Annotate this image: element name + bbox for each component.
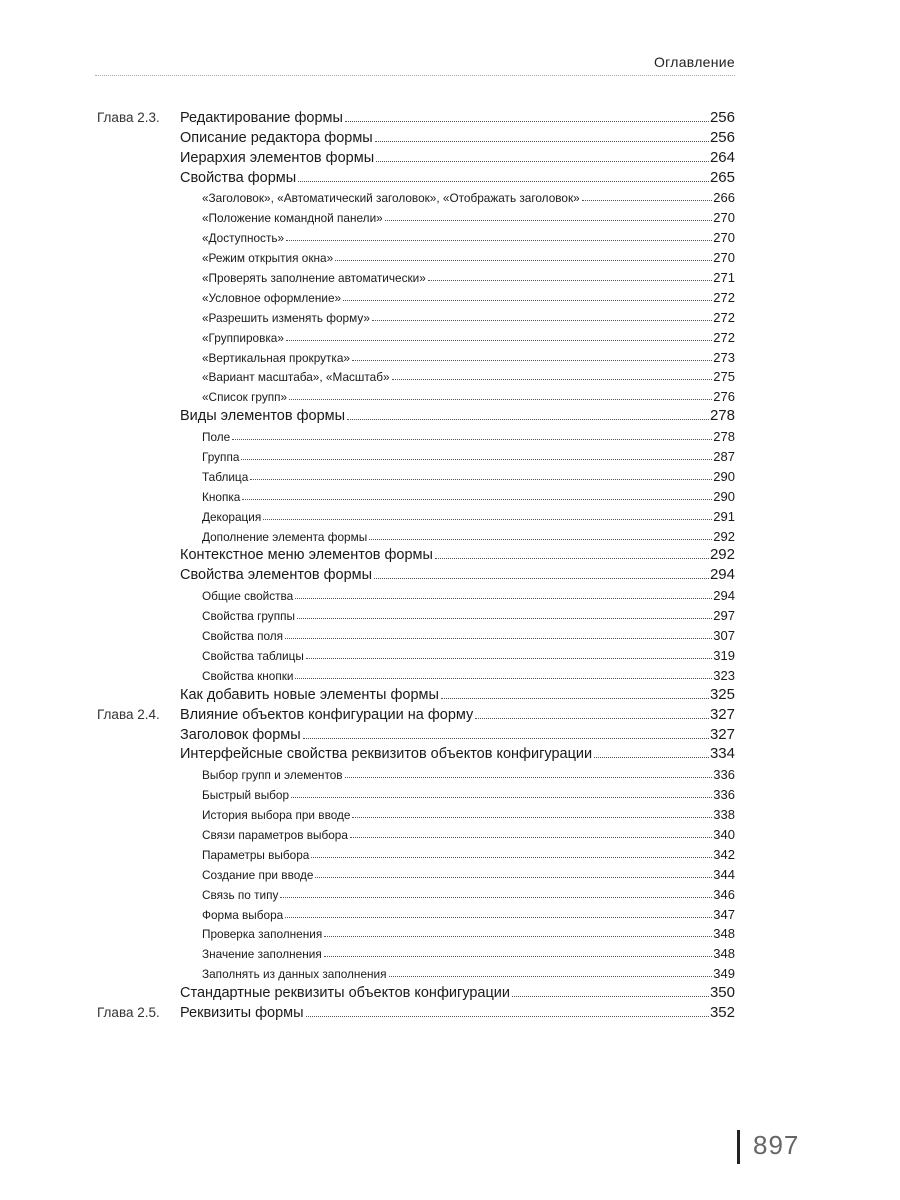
toc-entry-line xyxy=(180,149,735,166)
dot-leader xyxy=(295,598,712,599)
toc-subsection-entry xyxy=(97,345,735,365)
toc-subsection-entry xyxy=(97,265,735,285)
entry-title: «Список групп» xyxy=(202,390,288,405)
toc-section-entry xyxy=(97,166,735,186)
entry-page-number: 270 xyxy=(713,210,735,226)
toc-entry-line xyxy=(202,489,735,504)
dot-leader xyxy=(286,240,712,241)
entry-page-number: 272 xyxy=(713,309,735,325)
entry-page-number: 287 xyxy=(713,449,735,465)
entry-page-number: 347 xyxy=(713,906,735,922)
entry-page-number: 297 xyxy=(713,608,735,624)
dot-leader xyxy=(347,419,709,420)
dot-leader xyxy=(250,479,712,480)
toc-entry-line xyxy=(202,429,735,444)
entry-title: Свойства кнопки xyxy=(202,668,294,683)
dot-leader xyxy=(295,678,712,679)
toc-section-entry xyxy=(97,563,735,583)
toc-entry-line xyxy=(202,628,735,643)
entry-title: Иерархия элементов формы xyxy=(180,149,375,166)
toc-subsection-entry xyxy=(97,325,735,345)
toc-entry-line xyxy=(180,706,735,723)
folio-bar xyxy=(737,1130,740,1164)
entry-title: «Вертикальная прокрутка» xyxy=(202,350,350,365)
entry-title: Значение заполнения xyxy=(202,947,322,962)
dot-leader xyxy=(374,578,709,579)
entry-page-number: 342 xyxy=(713,846,735,862)
dot-leader xyxy=(352,817,712,818)
entry-title: Общие свойства xyxy=(202,589,294,604)
entry-page-number: 272 xyxy=(713,329,735,345)
entry-page-number: 344 xyxy=(713,866,735,882)
toc-section-entry xyxy=(97,743,735,763)
toc-entry-line xyxy=(180,546,735,563)
dot-leader xyxy=(232,439,712,440)
toc-subsection-entry xyxy=(97,464,735,484)
entry-title: «Положение командной панели» xyxy=(202,211,383,226)
toc-entry-line xyxy=(180,745,735,762)
dot-leader xyxy=(297,618,712,619)
toc-entry-line xyxy=(202,529,735,544)
chapter-label: Глава 2.5. xyxy=(97,1004,160,1020)
table-of-contents xyxy=(97,106,735,1021)
dot-leader xyxy=(375,141,709,142)
toc-section-entry xyxy=(97,126,735,146)
toc-entry-line xyxy=(202,767,735,782)
toc-subsection-entry xyxy=(97,384,735,404)
dot-leader xyxy=(324,956,713,957)
dot-leader xyxy=(298,181,709,182)
entry-page-number: 307 xyxy=(713,628,735,644)
entry-title: Группа xyxy=(202,450,240,465)
toc-subsection-entry xyxy=(97,842,735,862)
toc-section-entry xyxy=(97,723,735,743)
dot-leader xyxy=(263,519,712,520)
entry-page-number: 271 xyxy=(713,270,735,286)
entry-page-number: 278 xyxy=(713,429,735,445)
toc-subsection-entry xyxy=(97,941,735,961)
toc-subsection-entry xyxy=(97,623,735,643)
entry-page-number: 325 xyxy=(709,685,735,703)
toc-subsection-entry xyxy=(97,504,735,524)
toc-entry-line xyxy=(202,270,735,285)
dot-leader xyxy=(315,877,712,878)
toc-entry-line xyxy=(180,169,735,186)
entry-page-number: 336 xyxy=(713,787,735,803)
toc-subsection-entry xyxy=(97,205,735,225)
dot-leader xyxy=(242,499,712,500)
entry-page-number: 327 xyxy=(709,705,735,723)
toc-entry-line xyxy=(202,907,735,922)
toc-subsection-entry xyxy=(97,782,735,802)
toc-subsection-entry xyxy=(97,663,735,683)
toc-entry-line xyxy=(202,469,735,484)
toc-subsection-entry xyxy=(97,583,735,603)
toc-entry-line xyxy=(180,407,735,424)
toc-subsection-entry xyxy=(97,882,735,902)
entry-page-number: 272 xyxy=(713,289,735,305)
entry-title: Выбор групп и элементов xyxy=(202,768,343,783)
entry-title: Дополнение элемента формы xyxy=(202,529,368,544)
toc-section-entry xyxy=(97,106,735,126)
entry-page-number: 290 xyxy=(713,488,735,504)
toc-subsection-entry xyxy=(97,225,735,245)
dot-leader xyxy=(285,917,712,918)
entry-title: Декорация xyxy=(202,509,262,524)
dot-leader xyxy=(306,658,712,659)
dot-leader xyxy=(343,300,712,301)
toc-subsection-entry xyxy=(97,603,735,623)
toc-entry-line xyxy=(202,330,735,345)
toc-subsection-entry xyxy=(97,444,735,464)
toc-entry-line xyxy=(202,847,735,862)
dot-leader xyxy=(345,777,713,778)
dot-leader xyxy=(385,220,713,221)
toc-section-entry xyxy=(97,1001,735,1021)
entry-title: Контекстное меню элементов формы xyxy=(180,547,433,564)
entry-page-number: 266 xyxy=(713,190,735,206)
dot-leader xyxy=(582,200,713,201)
entry-title: «Вариант масштаба», «Масштаб» xyxy=(202,370,390,385)
toc-entry-line xyxy=(202,867,735,882)
dot-leader xyxy=(311,857,712,858)
entry-page-number: 349 xyxy=(713,966,735,982)
entry-title: Параметры выбора xyxy=(202,847,310,862)
toc-subsection-entry xyxy=(97,484,735,504)
toc-entry-line xyxy=(202,926,735,941)
entry-title: Заголовок формы xyxy=(180,726,301,743)
toc-subsection-entry xyxy=(97,862,735,882)
dot-leader xyxy=(280,897,712,898)
toc-entry-line xyxy=(202,509,735,524)
entry-title: «Разрешить изменять форму» xyxy=(202,310,370,325)
toc-entry-line xyxy=(202,210,735,225)
toc-entry-line xyxy=(202,310,735,325)
entry-page-number: 327 xyxy=(709,725,735,743)
entry-title: Виды элементов формы xyxy=(180,408,346,425)
dot-leader xyxy=(345,121,709,122)
entry-title: Кнопка xyxy=(202,489,241,504)
toc-section-entry xyxy=(97,683,735,703)
toc-subsection-entry xyxy=(97,802,735,822)
entry-title: «Доступность» xyxy=(202,231,285,246)
toc-entry-line xyxy=(202,588,735,603)
entry-page-number: 290 xyxy=(713,468,735,484)
chapter-label: Глава 2.4. xyxy=(97,706,160,722)
toc-section-entry xyxy=(97,544,735,564)
dot-leader xyxy=(441,698,709,699)
toc-subsection-entry xyxy=(97,524,735,544)
entry-title: Интерфейсные свойства реквизитов объектов конфигурации xyxy=(180,746,593,763)
toc-subsection-entry xyxy=(97,922,735,942)
toc-entry-line xyxy=(202,230,735,245)
dot-leader xyxy=(303,738,709,739)
toc-entry-line xyxy=(202,668,735,683)
entry-page-number: 348 xyxy=(713,946,735,962)
entry-title: Влияние объектов конфигурации на форму xyxy=(180,706,474,723)
toc-entry-line xyxy=(180,566,735,583)
entry-page-number: 256 xyxy=(709,108,735,126)
dot-leader xyxy=(369,539,712,540)
entry-title: Реквизиты формы xyxy=(180,1004,304,1021)
dot-leader xyxy=(389,976,713,977)
toc-entry-line xyxy=(180,109,735,126)
entry-page-number: 336 xyxy=(713,767,735,783)
entry-page-number: 346 xyxy=(713,886,735,902)
toc-subsection-entry xyxy=(97,822,735,842)
entry-page-number: 292 xyxy=(709,546,735,564)
dot-leader xyxy=(289,399,712,400)
entry-title: Как добавить новые элементы формы xyxy=(180,686,439,703)
entry-page-number: 294 xyxy=(709,566,735,584)
entry-title: «Заголовок», «Автоматический заголовок», «Отображать заголовок» xyxy=(202,191,580,206)
entry-title: «Режим открытия окна» xyxy=(202,251,334,266)
dot-leader xyxy=(335,260,712,261)
toc-entry-line xyxy=(202,350,735,365)
toc-entry-line xyxy=(202,449,735,464)
entry-title: Редактирование формы xyxy=(180,109,343,126)
toc-entry-line xyxy=(202,369,735,384)
entry-page-number: 278 xyxy=(709,407,735,425)
entry-page-number: 265 xyxy=(709,168,735,186)
toc-subsection-entry xyxy=(97,762,735,782)
toc-entry-line xyxy=(202,787,735,802)
dot-leader xyxy=(324,936,712,937)
toc-section-entry xyxy=(97,703,735,723)
toc-entry-line xyxy=(180,686,735,703)
entry-title: «Группировка» xyxy=(202,330,284,345)
dot-leader xyxy=(291,797,712,798)
entry-page-number: 319 xyxy=(713,647,735,663)
entry-page-number: 334 xyxy=(709,745,735,763)
toc-entry-line xyxy=(202,290,735,305)
toc-subsection-entry xyxy=(97,186,735,206)
entry-title: Создание при вводе xyxy=(202,867,314,882)
toc-entry-line xyxy=(202,807,735,822)
entry-page-number: 352 xyxy=(709,1003,735,1021)
entry-title: Свойства группы xyxy=(202,609,295,624)
toc-section-entry xyxy=(97,981,735,1001)
entry-title: «Условное оформление» xyxy=(202,290,342,305)
dot-leader xyxy=(428,280,713,281)
toc-section-entry xyxy=(97,404,735,424)
toc-entry-line xyxy=(202,190,735,205)
entry-title: Описание редактора формы xyxy=(180,129,373,146)
entry-page-number: 273 xyxy=(713,349,735,365)
toc-section-entry xyxy=(97,146,735,166)
toc-subsection-entry xyxy=(97,424,735,444)
entry-page-number: 350 xyxy=(709,984,735,1002)
entry-page-number: 256 xyxy=(709,128,735,146)
toc-entry-line xyxy=(202,389,735,404)
entry-page-number: 291 xyxy=(713,508,735,524)
dot-leader xyxy=(372,320,712,321)
entry-title: Стандартные реквизиты объектов конфигурации xyxy=(180,985,510,1002)
dot-leader xyxy=(475,718,709,719)
entry-title: Форма выбора xyxy=(202,907,284,922)
dot-leader xyxy=(594,757,709,758)
dot-leader xyxy=(306,1016,709,1017)
toc-subsection-entry xyxy=(97,245,735,265)
entry-title: Связи параметров выбора xyxy=(202,827,348,842)
toc-entry-line xyxy=(202,827,735,842)
toc-subsection-entry xyxy=(97,902,735,922)
toc-entry-line xyxy=(202,250,735,265)
entry-title: Поле xyxy=(202,430,231,445)
toc-entry-line xyxy=(202,648,735,663)
dot-leader xyxy=(352,360,712,361)
page-number: 897 xyxy=(753,1130,800,1160)
entry-page-number: 264 xyxy=(709,148,735,166)
toc-entry-line xyxy=(180,129,735,146)
toc-entry-line xyxy=(202,946,735,961)
dot-leader xyxy=(286,340,712,341)
dot-leader xyxy=(241,459,712,460)
entry-title: Таблица xyxy=(202,469,249,484)
entry-title: Проверка заполнения xyxy=(202,927,323,942)
entry-page-number: 275 xyxy=(713,369,735,385)
toc-subsection-entry xyxy=(97,961,735,981)
entry-page-number: 348 xyxy=(713,926,735,942)
entry-title: «Проверять заполнение автоматически» xyxy=(202,271,426,286)
entry-title: Связь по типу xyxy=(202,887,279,902)
entry-page-number: 292 xyxy=(713,528,735,544)
dot-leader xyxy=(392,379,713,380)
toc-subsection-entry xyxy=(97,365,735,385)
toc-entry-line xyxy=(180,984,735,1001)
entry-page-number: 276 xyxy=(713,389,735,405)
entry-page-number: 323 xyxy=(713,667,735,683)
entry-page-number: 340 xyxy=(713,826,735,842)
toc-subsection-entry xyxy=(97,305,735,325)
entry-title: Заполнять из данных заполнения xyxy=(202,967,387,982)
toc-subsection-entry xyxy=(97,643,735,663)
entry-title: Свойства поля xyxy=(202,629,284,644)
dot-leader xyxy=(376,161,709,162)
toc-subsection-entry xyxy=(97,285,735,305)
entry-title: История выбора при вводе xyxy=(202,808,351,823)
entry-title: Свойства таблицы xyxy=(202,648,304,663)
chapter-label: Глава 2.3. xyxy=(97,109,160,125)
entry-title: Быстрый выбор xyxy=(202,788,290,803)
toc-entry-line xyxy=(202,887,735,902)
entry-page-number: 294 xyxy=(713,588,735,604)
dot-leader xyxy=(285,638,712,639)
toc-entry-line xyxy=(202,966,735,981)
toc-entry-line xyxy=(180,1004,735,1021)
entry-page-number: 338 xyxy=(713,807,735,823)
entry-title: Свойства элементов формы xyxy=(180,567,373,584)
entry-page-number: 270 xyxy=(713,250,735,266)
dot-leader xyxy=(435,558,709,559)
toc-entry-line xyxy=(180,726,735,743)
dot-leader xyxy=(512,996,709,997)
header-divider xyxy=(95,75,735,76)
entry-title: Свойства формы xyxy=(180,169,297,186)
running-header: Оглавление xyxy=(653,54,735,70)
toc-entry-line xyxy=(202,608,735,623)
dot-leader xyxy=(350,837,712,838)
entry-page-number: 270 xyxy=(713,230,735,246)
